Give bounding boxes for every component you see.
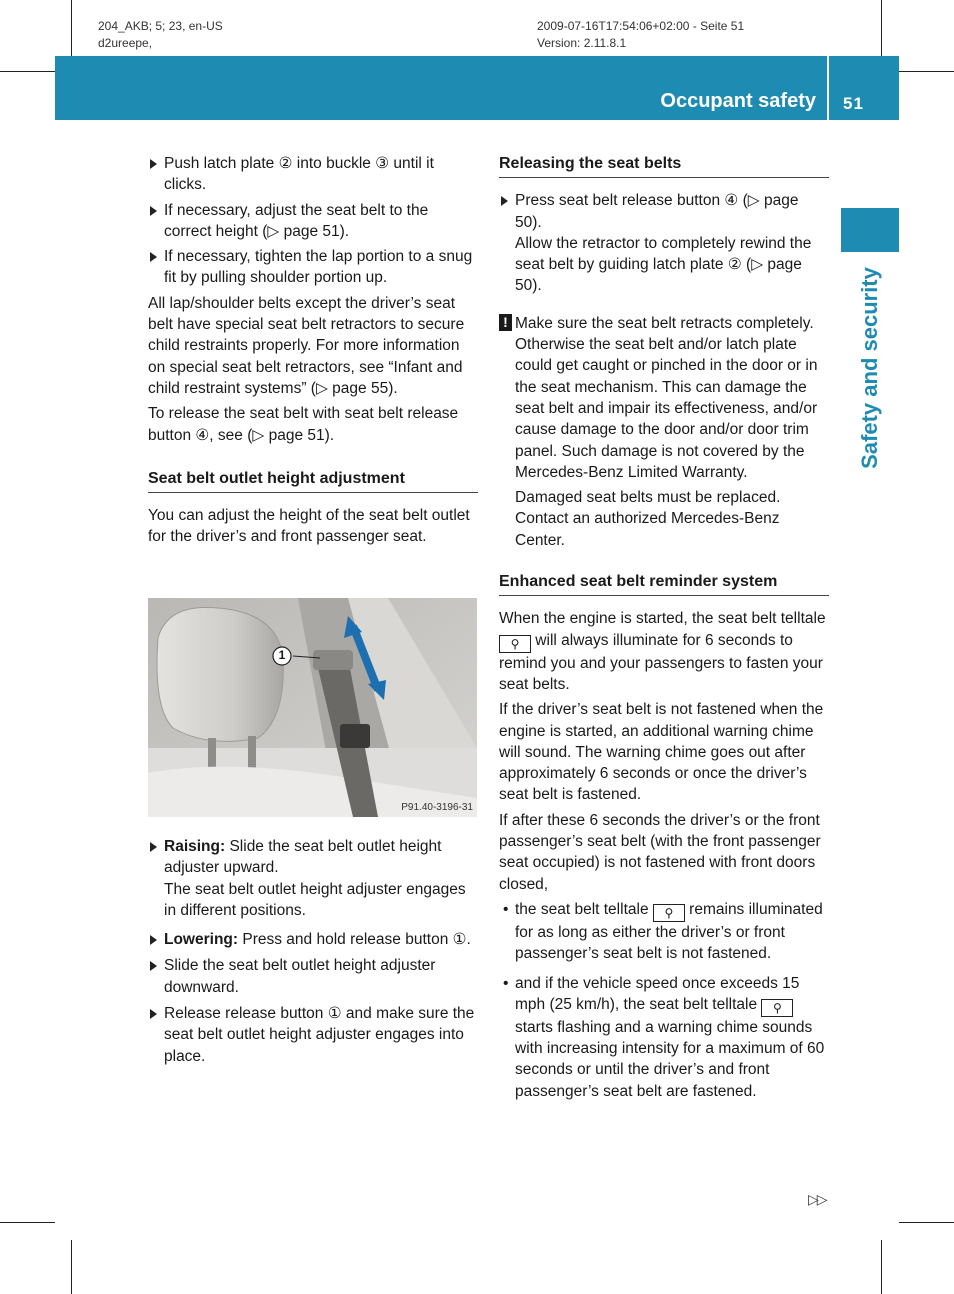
- release-step-text: Press seat belt release button ④ (▷ page 50).: [515, 192, 799, 231]
- reminder-paragraph-3: If after these 6 seconds the driver’s or the front passenger’s seat belt (with the front passenger seat occupied) is not fastened with front doors closed,: [499, 811, 821, 893]
- seat-belt-telltale-icon: ⚲: [653, 904, 685, 922]
- reminder-b2-a: and if the vehicle speed once exceeds 15 mph (25 km/h), the seat belt telltale: [515, 974, 800, 1013]
- seat-belt-photo: [148, 598, 477, 817]
- heading-outlet-adjustment: Seat belt outlet height adjustment: [148, 468, 478, 493]
- warning-text-2: Damaged seat belts must be replaced. Contact an authorized Mercedes-Benz Center.: [515, 489, 781, 549]
- reminder-bullet-2: [499, 973, 829, 1102]
- seat-belt-illustration: [148, 598, 477, 817]
- crop-mark: [881, 1240, 882, 1294]
- warning-note: [499, 313, 829, 551]
- seat-belt-telltale-icon: ⚲: [499, 635, 531, 653]
- right-column: [499, 153, 829, 1110]
- step-lowering: [148, 929, 478, 950]
- raising-text: Slide the seat belt outlet height adjuster upward.: [164, 838, 442, 877]
- reminder-p1-a: When the engine is started, the seat belt telltale: [499, 610, 826, 628]
- crop-mark: [899, 1222, 954, 1223]
- image-callout-1: 1: [278, 648, 286, 662]
- crop-mark: [71, 0, 72, 56]
- meta-left-line1: 204_AKB; 5; 23, en-US: [98, 19, 223, 33]
- crop-mark: [899, 71, 954, 72]
- crop-mark: [71, 1240, 72, 1294]
- release-sub-text: Allow the retractor to completely rewind the seat belt by guiding latch plate ② (▷ page 50).: [515, 234, 812, 295]
- outlet-intro: You can adjust the height of the seat belt outlet for the driver’s and front passenger seat.: [148, 507, 470, 546]
- warning-text: Make sure the seat belt retracts completely. Otherwise the seat belt and/or latch plate could get caught or pinched in the door or in the seat mechanism. This can damage the seat belt and impair its effectiveness, and/or cause damage to the door and/or door trim panel. Such damage is not covered by the Mercedes-Benz Limited Warranty.: [515, 314, 818, 481]
- step-raising: [148, 836, 478, 921]
- left-column-lower: [148, 836, 478, 1071]
- reminder-b1-b: remains illuminated for as long as either the driver’s or front passenger’s seat belt is not fastened.: [515, 900, 823, 963]
- image-code: P91.40-3196-31: [401, 802, 473, 813]
- meta-right-line2: Version: 2.11.8.1: [537, 36, 627, 50]
- raising-label: Raising:: [164, 838, 226, 855]
- crop-mark: [881, 0, 882, 56]
- crop-mark: [0, 1222, 55, 1223]
- lowering-text: Press and hold release button ①.: [238, 931, 471, 949]
- reminder-paragraph-2: If the driver’s seat belt is not fastened when the engine is started, an additional warning chime will sound. The warning chime goes out after approximately 6 seconds or once the driver’s seat belt is fastened.: [499, 701, 824, 804]
- warning-icon: !: [499, 314, 512, 331]
- step-adjust-height: If necessary, adjust the seat belt to the correct height (▷ page 51).: [148, 200, 478, 243]
- section-title: Occupant safety: [660, 90, 816, 112]
- step-release-button: Release release button ① and make sure the seat belt outlet height adjuster engages into place.: [148, 1003, 478, 1067]
- step-slide-down: Slide the seat belt outlet height adjuster downward.: [148, 955, 478, 998]
- side-tab: [841, 208, 899, 252]
- meta-left: [98, 18, 223, 52]
- heading-releasing: Releasing the seat belts: [499, 153, 829, 178]
- reminder-b1-a: the seat belt telltale: [515, 900, 653, 918]
- header-band: [55, 56, 899, 120]
- heading-reminder-system: Enhanced seat belt reminder system: [499, 571, 829, 596]
- meta-right: [537, 18, 744, 52]
- reminder-bullet-1: [499, 899, 829, 965]
- step-tighten-lap: If necessary, tighten the lap portion to a snug fit by pulling shoulder portion up.: [148, 246, 478, 289]
- seat-belt-telltale-icon: ⚲: [761, 999, 793, 1017]
- raising-sub: The seat belt outlet height adjuster engages in different positions.: [164, 880, 466, 919]
- meta-left-line2: d2ureepe,: [98, 36, 153, 50]
- header-divider: [827, 56, 829, 120]
- continue-arrow-icon: ▷▷: [808, 1191, 826, 1207]
- reminder-p1-b: will always illuminate for 6 seconds to remind you and your passengers to fasten your seat belts.: [499, 631, 823, 693]
- page-number: 51: [843, 94, 864, 113]
- meta-right-line1: 2009-07-16T17:54:06+02:00 - Seite 51: [537, 19, 745, 33]
- left-column: [148, 153, 478, 552]
- step-push-latch: Push latch plate ② into buckle ③ until it clicks.: [148, 153, 478, 196]
- retractor-paragraph: All lap/shoulder belts except the driver’s seat belt have special seat belt retractors to secure child restraints properly. For more information on special seat belt retractors, see “Infant and child restraint systems” (▷ page 55).: [148, 294, 465, 397]
- release-paragraph: To release the seat belt with seat belt release button ④, see (▷ page 51).: [148, 405, 459, 444]
- crop-mark: [0, 71, 55, 72]
- step-press-release: [499, 190, 829, 296]
- side-tab-label: Safety and security: [857, 267, 882, 469]
- reminder-paragraph-1: [499, 608, 829, 695]
- reminder-b2-b: starts flashing and a warning chime sounds with increasing intensity for a maximum of 60 seconds or until the driver’s and front passenger’s seat belt are fastened.: [515, 1018, 825, 1100]
- lowering-label: Lowering:: [164, 931, 239, 949]
